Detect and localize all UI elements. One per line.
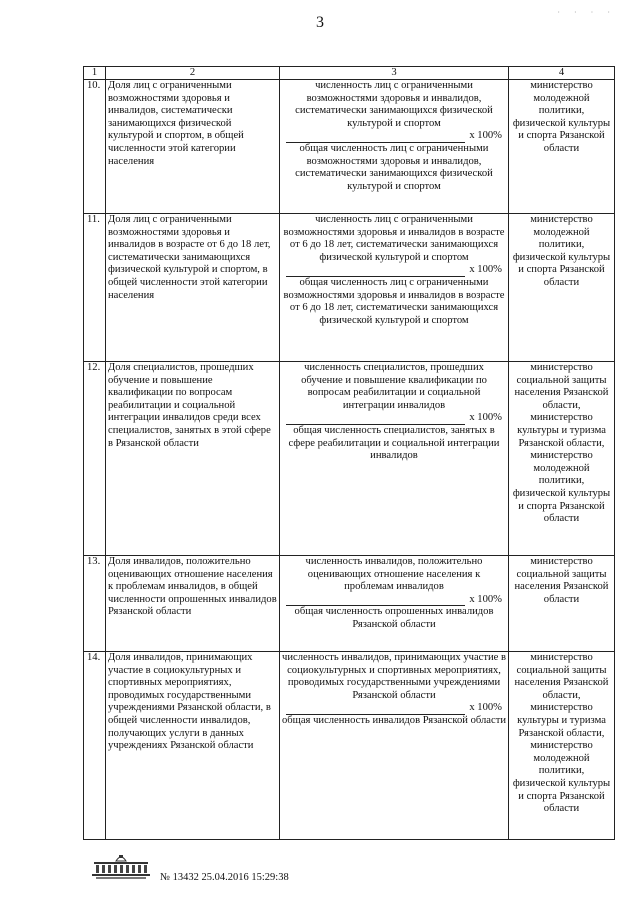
formula-cell xyxy=(280,214,509,362)
indicator-name: Доля инвалидов, положительно оценивающих отношение населения к проблемам инвалидов, в общей численности опрошенных инвалидов Рязанской области xyxy=(106,556,280,652)
formula-multiplier: x 100% xyxy=(469,702,502,714)
indicator-name: Доля лиц с ограниченными возможностями здоровья и инвалидов в возрасте от 6 до 18 лет, систематически занимающихся физической культурой и спортом, в общей численности этой категории населения xyxy=(106,214,280,362)
formula-denominator: общая численность лиц с ограниченными возможностями здоровья и инвалидов, систематически занимающихся физической культурой и спортом xyxy=(295,142,493,192)
government-building-icon xyxy=(90,852,152,880)
table-row xyxy=(84,556,615,652)
fraction-line xyxy=(286,412,502,425)
fraction-line xyxy=(286,702,502,715)
page-number: 3 xyxy=(316,14,324,31)
column-header: 1 xyxy=(84,67,106,80)
responsible-agency: министерство молодежной политики, физической культуры и спорта Рязанской области xyxy=(509,80,615,214)
indicators-table xyxy=(83,66,615,840)
table-row xyxy=(84,362,615,556)
formula-cell xyxy=(280,652,509,840)
table-row xyxy=(84,214,615,362)
formula-numerator: численность лиц с ограниченными возможностями здоровья и инвалидов в возрасте от 6 до 18 лет, систематически занимающихся физической культурой и спортом xyxy=(283,214,505,263)
formula-numerator: численность инвалидов, принимающих участие в социокультурных и спортивных мероприятиях, проводимых государственными учреждениями Рязанской области xyxy=(282,652,507,701)
formula-cell xyxy=(280,80,509,214)
scan-noise: · · · · xyxy=(557,8,616,17)
fraction-line xyxy=(286,594,502,607)
table-row xyxy=(84,652,615,840)
formula-multiplier: x 100% xyxy=(469,130,502,142)
formula-numerator: численность инвалидов, положительно оценивающих отношение населения к проблемам инвалидов xyxy=(305,556,483,593)
indicator-name: Доля специалистов, прошедших обучение и повышение квалификации по вопросам реабилитации и социальной интеграции инвалидов среди всех специалистов, занятых в этой сфере в Рязанской области xyxy=(106,362,280,556)
row-number: 11. xyxy=(84,214,106,362)
indicator-name: Доля лиц с ограниченными возможностями здоровья и инвалидов, систематически занимающихся физической культурой и спортом, в общей численности этой категории населения xyxy=(106,80,280,214)
table-row xyxy=(84,80,615,214)
row-number: 13. xyxy=(84,556,106,652)
indicator-name: Доля инвалидов, принимающих участие в социокультурных и спортивных мероприятиях, проводимых государственными учреждениями Рязанской области, в общей численности инвалидов, получающих услуги в данных учреждениях Рязанской области xyxy=(106,652,280,840)
responsible-agency: министерство молодежной политики, физической культуры и спорта Рязанской области xyxy=(509,214,615,362)
formula-multiplier: x 100% xyxy=(469,412,502,424)
formula-multiplier: x 100% xyxy=(469,593,502,605)
formula-denominator: общая численность опрошенных инвалидов Рязанской области xyxy=(294,606,494,630)
column-header: 2 xyxy=(106,67,280,80)
registration-stamp: № 13432 25.04.2016 15:29:38 xyxy=(160,872,289,883)
fraction-line xyxy=(286,130,502,143)
formula-multiplier: x 100% xyxy=(469,264,502,276)
formula-denominator: общая численность лиц с ограниченными возможностями здоровья и инвалидов в возрасте от 6 до 18 лет, систематически занимающихся физической культурой и спортом xyxy=(283,276,505,326)
formula-numerator: численность лиц с ограниченными возможностями здоровья и инвалидов, систематически занимающихся физической культурой и спортом xyxy=(295,80,493,129)
formula-denominator: общая численность специалистов, занятых в сфере реабилитации и социальной интеграции инвалидов xyxy=(288,424,500,462)
formula-cell xyxy=(280,556,509,652)
responsible-agency: министерство социальной защиты населения Рязанской области xyxy=(509,556,615,652)
fraction-line xyxy=(286,264,502,277)
formula-denominator: общая численность инвалидов Рязанской области xyxy=(282,714,507,726)
table-header-row xyxy=(84,67,615,80)
column-header: 3 xyxy=(280,67,509,80)
responsible-agency: министерство социальной защиты населения Рязанской области, министерство культуры и туризма Рязанской области, министерство молодежной политики, физической культуры и спорта Рязанской области xyxy=(509,652,615,840)
row-number: 14. xyxy=(84,652,106,840)
formula-cell xyxy=(280,362,509,556)
row-number: 12. xyxy=(84,362,106,556)
column-header: 4 xyxy=(509,67,615,80)
responsible-agency: министерство социальной защиты населения Рязанской области, министерство культуры и туризма Рязанской области, министерство молодежной политики, физической культуры и спорта Рязанской области xyxy=(509,362,615,556)
row-number: 10. xyxy=(84,80,106,214)
formula-numerator: численность специалистов, прошедших обучение и повышение квалификации по вопросам реабилитации и социальной интеграции инвалидов xyxy=(301,362,487,411)
